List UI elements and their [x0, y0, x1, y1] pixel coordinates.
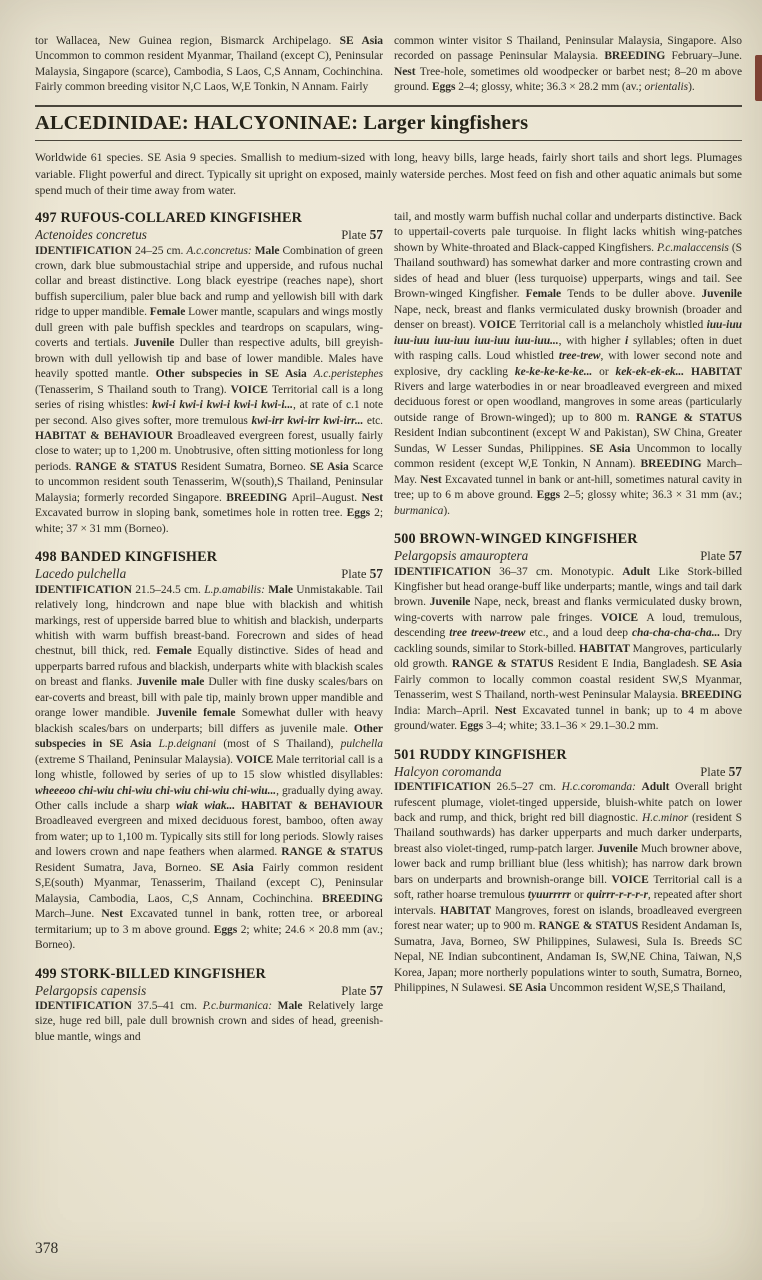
scientific-name: Halcyon coromanda — [394, 763, 502, 779]
header-rule-bottom — [35, 140, 742, 142]
family-intro: Worldwide 61 species. SE Asia 9 species. Smallish to medium-sized with long, heavy bills, large heads, fairly short tails and short legs. Plumages variable. Flight powerful and direct. Typically sit upright on exposed, mainly waterside perches. Most feed on fish and other aquatic animals but some spend much of their time away from water. — [35, 150, 742, 197]
scientific-name-line — [394, 548, 742, 565]
species-entry-499 — [35, 966, 383, 1046]
species-heading — [35, 966, 383, 983]
species-account-text: IDENTIFICATION 21.5–24.5 cm. L.p.amabilis: Male Unmistakable. Tail relatively long, hindcrown and nape blue with blackish and whitish markings, rest of upperside barred blue to whitish and blackish, underparts whitish with warm buffish breast-band. Forecrown and sides of head chestnut, bill thick, red. Female Equally distinctive. Sides of head and upperparts barred rufous and blackish, underparts white with blackish scales on breast and flanks. Juvenile male Duller with fine dusky scales/bars on ear-coverts and breast, bill with pale tip, mainly brown upper mandible and orange lower mandible. Juvenile female Somewhat duller with heavy blackish scales/bars on underparts; bill differs as juvenile male. Other subspecies in SE Asia L.p.deignani (most of S Thailand), pulchella (extreme S Thailand, Peninsular Malaysia). VOICE Male territorial call is a long whistle, followed by series of up to 15 slow whistled disyllables: wheeeoo chi-wiu chi-wiu chi-wiu chi-wiu chi-wiu..., gradually dying away. Other calls include a sharp wiak wiak... HABITAT & BEHAVIOUR Broadleaved evergreen and mixed deciduous forest, bamboo, often away from water; up to 1,100 m. Typically sits still for long periods. Slowly raises and lowers crown and nape feathers when alarmed. RANGE & STATUS Resident Sumatra, Java, Borneo. SE Asia Fairly common resident S,E(south) Myanmar, Tenasserim, Thailand (except C), Peninsular Malaysia, Cambodia, Laos, C,S Annam, Cochinchina. BREEDING March–June. Nest Excavated tunnel in bank, rotten tree, or arboreal termitarium; up to 3 m above ground. Eggs 2; white; 24.6 × 20.8 mm (av.; Borneo). — [35, 583, 384, 952]
species-entry-501 — [394, 747, 742, 997]
species-name: BANDED KINGFISHER — [60, 549, 218, 566]
family-title: ALCEDINIDAE: HALCYONINAE: Larger kingfishers — [35, 111, 529, 134]
scientific-name: Pelargopsis capensis — [35, 982, 147, 998]
plate-reference: Plate 57 — [341, 566, 383, 582]
species-499-continuation-text: tail, and mostly warm buffish nuchal collar and underparts distinctive. Back to uppertail-coverts pale turquoise. In flight lacks whitish wing-patches shown by White-throated and Black-capped Kingfishers. P.c.malaccensis (S Thailand southward) has somewhat darker and more contrasting crown and sides of head and bluer (less turquoise) upperparts, wings and tail. See Brown-winged Kingfisher. Female Tends to be duller above. Juvenile Nape, neck, breast and flanks vermiculated dusky brownish (broader and denser on breast). VOICE Territorial call is a melancholy whistled iuu-iuu iuu-iuu iuu-iuu iuu-iuu iuu-iuu..., with higher i syllables; often in duet with rasping calls. Loud whistled tree-trew, with lower second note and explosive, dry cackling ke-ke-ke-ke-ke... or kek-ek-ek-ek... HABITAT Rivers and large waterbodies in or near broadleaved evergreen and mixed deciduous forest or open woodland, mangroves in some areas (particularly outside range of Brown-winged); up to 800 m. RANGE & STATUS Resident Indian subcontinent (except W and Pakistan), SW China, Greater Sundas, W Lesser Sundas, Philippines. SE Asia Uncommon to locally common resident (except W,E Tonkin, N Annam). BREEDING March–May. Nest Excavated tunnel in bank or ant-hill, sometimes natural cavity in tree; up to 6 m above ground. Eggs 2–5; glossy white; 36.3 × 31 mm (av.; burmanica). — [394, 211, 742, 517]
species-accounts-section — [35, 210, 742, 1216]
species-name: STORK-BILLED KINGFISHER — [60, 965, 266, 982]
left-column — [35, 210, 383, 1216]
plate-number: 57 — [728, 548, 742, 564]
species-name: BROWN-WINGED KINGFISHER — [419, 531, 638, 548]
species-heading — [35, 549, 383, 566]
species-account-text: IDENTIFICATION 24–25 cm. A.c.concretus: Male Combination of green crown, dark blue submoustachial stripe and upperside, and rufous nuchal collar and breast distinctive. Long black eyestripe (reaches nape), short buffish supercilium, paler blue back and rump and yellowish bill with dark ridge to upper mandible. Female Lower mantle, scapulars and wings mostly dull green with pale buffish speckles and teardrops on scapulars, wing-coverts and tertials. Juvenile Duller than respective adults, bill greyish-brown with dull yellowish tip and base of lower mandible. Males have heavily spotted mantle. Other subspecies in SE Asia A.c.peristephes (Tenasserim, S Thailand south to Trang). VOICE Territorial call is a long series of rising whistles: kwi-i kwi-i kwi-i kwi-i kwi-i..., at rate of c.1 note per second. Also gives softer, more tremulous kwi-irr kwi-irr kwi-irr... etc. HABITAT & BEHAVIOUR Broadleaved evergreen forest, usually fairly close to water; up to 1,200 m. Unobtrusive, often sitting motionless for long periods. RANGE & STATUS Resident Sumatra, Borneo. SE Asia Scarce to uncommon resident south Tenasserim, W(south),S Thailand, Peninsular Malaysia; formerly recorded Singapore. BREEDING April–August. Nest Excavated burrow in sloping bank, sometimes hole in rotten tree. Eggs 2; white; 37 × 31 mm (Borneo). — [35, 244, 384, 535]
plate-reference: Plate 57 — [341, 227, 383, 243]
species-account-text: IDENTIFICATION 26.5–27 cm. H.c.coromanda: Adult Overall bright rufescent plumage, violet-tinged upperside, bluish-white patch on lower back and rump, and thick, bright red bill diagnostic. H.c.minor (resident S Thailand southwards) has darker upperparts and much darker underparts, breast also violet-tinged, rump-patch larger. Juvenile Much browner above, lower back and rump brilliant blue (less whitish); has narrow dark brown bars on underparts and brownish-orange bill. VOICE Territorial call is a soft, rather hoarse tremulous tyuurrrrr or quirrr-r-r-r-r, repeated after short intervals. HABITAT Mangroves, forest on islands, broadleaved evergreen forest near water; up to 900 m. RANGE & STATUS Resident Andaman Is, Sumatra, Java, Borneo, SW Philippines, Sulawesi, Sula Is. Breeds SC Nepal, NE Indian subcontinent, Andaman Is, SW,NE China, Taiwan, N,S Korea, Japan; more northerly populations winter to south, Sumatra, Borneo, Philippines, N Sulawesi. SE Asia Uncommon resident W,SE,S Thailand, — [394, 781, 742, 994]
species-number: 497 — [35, 210, 57, 227]
species-number: 499 — [35, 965, 57, 982]
plate-number: 57 — [369, 566, 383, 582]
species-name: RUDDY KINGFISHER — [419, 746, 567, 763]
plate-reference: Plate 57 — [700, 763, 742, 779]
scientific-name-line — [35, 566, 383, 583]
scientific-name: Lacedo pulchella — [35, 566, 127, 582]
scientific-name-line — [35, 983, 383, 1000]
continuation-text-left: tor Wallacea, New Guinea region, Bismarck Archipelago. SE Asia Uncommon to common resident Myanmar, Thailand (except C), Peninsular Malaysia, Singapore (scarce), Cambodia, S Laos, C,S Annam, Cochinchina. Fairly common breeding visitor N,C Laos, W,E Tonkin, N Annam. Fairly — [35, 35, 383, 94]
family-section-header — [35, 105, 742, 142]
plate-reference: Plate 57 — [700, 548, 742, 564]
species-number: 500 — [394, 531, 416, 548]
species-entry-497 — [35, 210, 383, 537]
right-column — [394, 210, 742, 1216]
plate-number: 57 — [728, 763, 742, 779]
species-entry-498 — [35, 549, 383, 953]
scientific-name-line — [35, 227, 383, 244]
species-heading — [35, 210, 383, 227]
scientific-name: Pelargopsis amauroptera — [394, 548, 529, 564]
species-heading — [394, 747, 742, 764]
species-name: RUFOUS-COLLARED KINGFISHER — [60, 210, 303, 227]
plate-number: 57 — [369, 982, 383, 998]
continuation-text-right: common winter visitor S Thailand, Peninsular Malaysia, Singapore. Also recorded on passage Peninsular Malaysia. BREEDING February–June. Nest Tree-hole, sometimes old woodpecker or barbet nest; 8–20 m above ground. Eggs 2–4; glossy, white; 36.3 × 28.2 mm (av.; orientalis). — [394, 35, 743, 94]
plate-reference: Plate 57 — [341, 982, 383, 998]
species-entry-500 — [394, 531, 742, 734]
page-number: 378 — [35, 1240, 59, 1257]
page-edge-artifact — [755, 55, 762, 101]
species-account-text: IDENTIFICATION 36–37 cm. Monotypic. Adult Like Stork-billed Kingfisher but head orange-buff like underparts; mantle, wings and tail dark brown. Juvenile Nape, neck, breast and flanks vermiculated dusky brown, wing-coverts with narrow pale fringes. VOICE A loud, tremulous, descending tree treew-treew etc., and a loud deep cha-cha-cha-cha... Dry cackling sounds, similar to Stork-billed. HABITAT Mangroves, particularly old growth. RANGE & STATUS Resident E India, Bangladesh. SE Asia Fairly common to locally common coastal resident SW,S Myanmar, Tenasserim, west S Thailand, north-west Peninsular Malaysia. BREEDING India: March–April. Nest Excavated tunnel in bank; up to 4 m above ground/water. Eggs 3–4; white; 33.1–36 × 29.1–30.2 mm. — [394, 565, 742, 733]
species-account-text: IDENTIFICATION 37.5–41 cm. P.c.burmanica: Male Relatively large size, huge red bill, pale dull brownish crown and sides of head, greenish-blue mantle, wings and — [35, 1000, 383, 1043]
species-number: 498 — [35, 549, 57, 566]
species-heading — [394, 531, 742, 548]
top-continuation-section — [35, 34, 742, 96]
header-rule-top — [35, 105, 742, 107]
scientific-name-line — [394, 764, 742, 781]
species-number: 501 — [394, 746, 416, 763]
scientific-name: Actenoides concretus — [35, 227, 147, 243]
plate-number: 57 — [369, 227, 383, 243]
